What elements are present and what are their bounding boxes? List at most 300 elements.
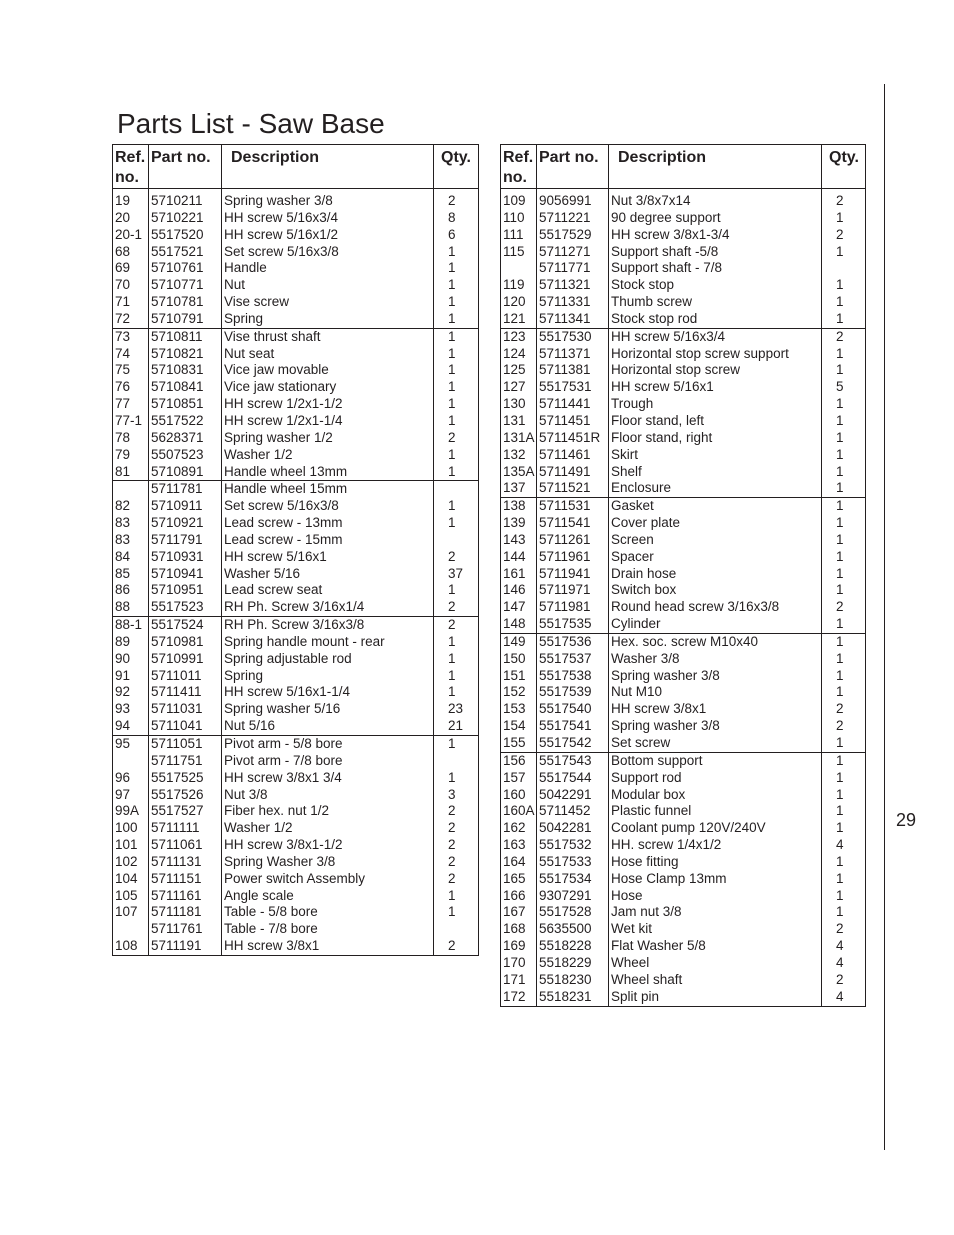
table-row bbox=[501, 803, 866, 820]
ref-cell: 132 bbox=[501, 447, 537, 464]
ref-cell: 72 bbox=[113, 311, 149, 328]
part-no-cell: 5517538 bbox=[537, 668, 609, 685]
ref-cell: 168 bbox=[501, 921, 537, 938]
part-no-cell: 5711271 bbox=[537, 244, 609, 261]
table-row bbox=[113, 447, 479, 464]
ref-cell: 127 bbox=[501, 379, 537, 396]
ref-cell: 85 bbox=[113, 566, 149, 583]
table-row bbox=[501, 328, 866, 345]
description-cell: Power switch Assembly bbox=[222, 871, 434, 888]
ref-cell: 111 bbox=[501, 227, 537, 244]
part-no-cell: 5710821 bbox=[149, 346, 222, 363]
description-cell: Stock stop rod bbox=[609, 311, 822, 328]
ref-cell: 146 bbox=[501, 582, 537, 599]
part-no-cell: 5517522 bbox=[149, 413, 222, 430]
description-cell: Spring handle mount - rear bbox=[222, 634, 434, 651]
ref-cell: 150 bbox=[501, 651, 537, 668]
table-row bbox=[501, 904, 866, 921]
qty-cell: 1 bbox=[434, 311, 479, 328]
table-row bbox=[113, 871, 479, 888]
table-row bbox=[113, 379, 479, 396]
qty-cell: 1 bbox=[822, 362, 866, 379]
ref-cell: 88 bbox=[113, 599, 149, 616]
header-part-no: Part no. bbox=[149, 145, 222, 189]
ref-cell: 162 bbox=[501, 820, 537, 837]
table-row bbox=[501, 227, 866, 244]
ref-cell: 78 bbox=[113, 430, 149, 447]
part-no-cell: 5710951 bbox=[149, 582, 222, 599]
part-no-cell: 5710811 bbox=[149, 328, 222, 345]
qty-cell: 1 bbox=[822, 633, 866, 650]
ref-cell: 160A bbox=[501, 803, 537, 820]
ref-cell: 166 bbox=[501, 888, 537, 905]
qty-cell: 1 bbox=[434, 770, 479, 787]
ref-cell: 97 bbox=[113, 787, 149, 804]
table-row bbox=[501, 566, 866, 583]
description-cell: Support shaft -5/8 bbox=[609, 244, 822, 261]
table-row bbox=[501, 921, 866, 938]
qty-cell: 1 bbox=[434, 277, 479, 294]
table-row bbox=[113, 753, 479, 770]
ref-cell: 139 bbox=[501, 515, 537, 532]
part-no-cell: 5517534 bbox=[537, 871, 609, 888]
table-row bbox=[501, 651, 866, 668]
description-cell: Spring adjustable rod bbox=[222, 651, 434, 668]
page-margin-rule bbox=[884, 84, 885, 1150]
table-row bbox=[501, 633, 866, 650]
part-no-cell: 5711941 bbox=[537, 566, 609, 583]
description-cell: Set screw 5/16x3/8 bbox=[222, 244, 434, 261]
part-no-cell: 5711531 bbox=[537, 498, 609, 515]
qty-cell: 1 bbox=[822, 888, 866, 905]
part-no-cell: 5710781 bbox=[149, 294, 222, 311]
table-row bbox=[113, 888, 479, 905]
description-cell: Wet kit bbox=[609, 921, 822, 938]
part-no-cell: 5711041 bbox=[149, 718, 222, 735]
table-row bbox=[501, 498, 866, 515]
ref-cell: 101 bbox=[113, 837, 149, 854]
table-row bbox=[113, 566, 479, 583]
table-row bbox=[113, 770, 479, 787]
description-cell: Nut M10 bbox=[609, 684, 822, 701]
qty-cell: 2 bbox=[434, 549, 479, 566]
description-cell: Handle bbox=[222, 260, 434, 277]
description-cell: Lead screw - 13mm bbox=[222, 515, 434, 532]
table-row bbox=[113, 803, 479, 820]
table-row bbox=[113, 634, 479, 651]
table-row bbox=[113, 362, 479, 379]
ref-cell: 96 bbox=[113, 770, 149, 787]
description-cell: Nut 5/16 bbox=[222, 718, 434, 735]
description-cell: Nut 3/8x7x14 bbox=[609, 189, 822, 210]
part-no-cell: 5042291 bbox=[537, 787, 609, 804]
part-no-cell: 5711411 bbox=[149, 684, 222, 701]
description-cell: Hose fitting bbox=[609, 854, 822, 871]
table-row bbox=[113, 938, 479, 955]
part-no-cell: 5710981 bbox=[149, 634, 222, 651]
table-row bbox=[113, 904, 479, 921]
qty-cell: 1 bbox=[434, 515, 479, 532]
parts-table-right bbox=[500, 144, 866, 1007]
table-row bbox=[113, 328, 479, 345]
qty-cell: 1 bbox=[822, 447, 866, 464]
part-no-cell: 5710791 bbox=[149, 311, 222, 328]
table-row bbox=[113, 599, 479, 616]
table-row bbox=[113, 921, 479, 938]
ref-cell: 130 bbox=[501, 396, 537, 413]
ref-cell: 94 bbox=[113, 718, 149, 735]
part-no-cell: 5710931 bbox=[149, 549, 222, 566]
description-cell: Round head screw 3/16x3/8 bbox=[609, 599, 822, 616]
part-no-cell: 5710991 bbox=[149, 651, 222, 668]
qty-cell: 2 bbox=[822, 189, 866, 210]
qty-cell: 4 bbox=[822, 837, 866, 854]
qty-cell bbox=[434, 753, 479, 770]
table-row bbox=[501, 549, 866, 566]
table-row bbox=[501, 787, 866, 804]
table-row bbox=[113, 532, 479, 549]
qty-cell: 2 bbox=[434, 820, 479, 837]
table-row bbox=[501, 311, 866, 328]
qty-cell: 1 bbox=[434, 244, 479, 261]
qty-cell: 2 bbox=[822, 718, 866, 735]
qty-cell: 1 bbox=[434, 447, 479, 464]
ref-cell: 135A bbox=[501, 464, 537, 481]
parts-table-right-body bbox=[501, 189, 866, 1007]
description-cell: Thumb screw bbox=[609, 294, 822, 311]
parts-table-left bbox=[112, 144, 479, 956]
qty-cell: 1 bbox=[822, 464, 866, 481]
part-no-cell: 5518228 bbox=[537, 938, 609, 955]
table-row bbox=[501, 277, 866, 294]
header-ref-no: Ref. no. bbox=[501, 145, 537, 189]
table-row bbox=[501, 616, 866, 633]
qty-cell: 2 bbox=[822, 227, 866, 244]
qty-cell: 1 bbox=[822, 616, 866, 633]
ref-cell: 68 bbox=[113, 244, 149, 261]
ref-cell: 153 bbox=[501, 701, 537, 718]
qty-cell: 1 bbox=[434, 294, 479, 311]
ref-cell: 147 bbox=[501, 599, 537, 616]
part-no-cell: 5518229 bbox=[537, 955, 609, 972]
qty-cell: 1 bbox=[822, 651, 866, 668]
table-row bbox=[113, 244, 479, 261]
table-row bbox=[501, 938, 866, 955]
table-row bbox=[113, 684, 479, 701]
ref-cell: 144 bbox=[501, 549, 537, 566]
table-row bbox=[501, 599, 866, 616]
qty-cell: 21 bbox=[434, 718, 479, 735]
description-cell: Shelf bbox=[609, 464, 822, 481]
ref-cell: 77-1 bbox=[113, 413, 149, 430]
description-cell: Skirt bbox=[609, 447, 822, 464]
ref-cell: 93 bbox=[113, 701, 149, 718]
description-cell: Washer 1/2 bbox=[222, 820, 434, 837]
description-cell: HH screw 5/16x1 bbox=[222, 549, 434, 566]
part-no-cell: 5042281 bbox=[537, 820, 609, 837]
part-no-cell: 5710211 bbox=[149, 189, 222, 210]
table-row bbox=[113, 736, 479, 753]
qty-cell: 1 bbox=[822, 396, 866, 413]
qty-cell: 5 bbox=[822, 379, 866, 396]
ref-cell: 107 bbox=[113, 904, 149, 921]
ref-cell: 172 bbox=[501, 989, 537, 1006]
table-row bbox=[113, 189, 479, 210]
part-no-cell: 5711521 bbox=[537, 480, 609, 497]
ref-cell: 73 bbox=[113, 328, 149, 345]
qty-cell: 1 bbox=[434, 888, 479, 905]
table-row bbox=[113, 481, 479, 498]
ref-cell: 20 bbox=[113, 210, 149, 227]
description-cell: Stock stop bbox=[609, 277, 822, 294]
qty-cell: 1 bbox=[822, 735, 866, 752]
qty-cell: 1 bbox=[822, 566, 866, 583]
part-no-cell: 5710921 bbox=[149, 515, 222, 532]
ref-cell bbox=[113, 921, 149, 938]
description-cell: HH screw 5/16x1 bbox=[609, 379, 822, 396]
part-no-cell: 5517535 bbox=[537, 616, 609, 633]
part-no-cell: 5517530 bbox=[537, 328, 609, 345]
description-cell: HH screw 3/8x1 bbox=[222, 938, 434, 955]
table-row bbox=[501, 854, 866, 871]
part-no-cell: 5711321 bbox=[537, 277, 609, 294]
qty-cell: 1 bbox=[434, 328, 479, 345]
table-header-row bbox=[113, 145, 479, 189]
description-cell: Hose Clamp 13mm bbox=[609, 871, 822, 888]
part-no-cell: 5711751 bbox=[149, 753, 222, 770]
description-cell: Spring bbox=[222, 668, 434, 685]
description-cell: Plastic funnel bbox=[609, 803, 822, 820]
part-no-cell: 5711971 bbox=[537, 582, 609, 599]
description-cell: Floor stand, right bbox=[609, 430, 822, 447]
description-cell: Washer 3/8 bbox=[609, 651, 822, 668]
part-no-cell: 5517531 bbox=[537, 379, 609, 396]
part-no-cell: 5711011 bbox=[149, 668, 222, 685]
table-row bbox=[501, 464, 866, 481]
ref-cell: 74 bbox=[113, 346, 149, 363]
table-row bbox=[501, 955, 866, 972]
ref-cell: 148 bbox=[501, 616, 537, 633]
part-no-cell: 5517523 bbox=[149, 599, 222, 616]
table-row bbox=[501, 582, 866, 599]
description-cell: Handle wheel 15mm bbox=[222, 481, 434, 498]
ref-cell: 165 bbox=[501, 871, 537, 888]
ref-cell: 95 bbox=[113, 736, 149, 753]
table-row bbox=[113, 260, 479, 277]
description-cell: Lead screw - 15mm bbox=[222, 532, 434, 549]
qty-cell: 1 bbox=[822, 413, 866, 430]
ref-cell: 77 bbox=[113, 396, 149, 413]
ref-cell: 164 bbox=[501, 854, 537, 871]
description-cell: HH. screw 1/4x1/2 bbox=[609, 837, 822, 854]
description-cell: HH screw 3/8x1 bbox=[609, 701, 822, 718]
part-no-cell: 5711131 bbox=[149, 854, 222, 871]
table-row bbox=[501, 837, 866, 854]
qty-cell: 1 bbox=[434, 904, 479, 921]
table-row bbox=[113, 837, 479, 854]
ref-cell: 91 bbox=[113, 668, 149, 685]
table-row bbox=[501, 379, 866, 396]
part-no-cell: 5711541 bbox=[537, 515, 609, 532]
ref-cell: 81 bbox=[113, 464, 149, 481]
description-cell: Nut bbox=[222, 277, 434, 294]
table-row bbox=[501, 770, 866, 787]
table-row bbox=[501, 447, 866, 464]
ref-cell: 100 bbox=[113, 820, 149, 837]
part-no-cell: 5628371 bbox=[149, 430, 222, 447]
table-row bbox=[113, 294, 479, 311]
ref-cell: 131A bbox=[501, 430, 537, 447]
description-cell: Hose bbox=[609, 888, 822, 905]
ref-cell: 108 bbox=[113, 938, 149, 955]
table-header-row bbox=[501, 145, 866, 189]
parts-table-left-body bbox=[113, 189, 479, 956]
ref-cell: 83 bbox=[113, 532, 149, 549]
qty-cell: 1 bbox=[434, 684, 479, 701]
ref-cell: 86 bbox=[113, 582, 149, 599]
table-row bbox=[113, 549, 479, 566]
table-row bbox=[113, 413, 479, 430]
part-no-cell: 5517542 bbox=[537, 735, 609, 752]
qty-cell: 2 bbox=[434, 837, 479, 854]
qty-cell: 1 bbox=[822, 480, 866, 497]
description-cell: Support shaft - 7/8 bbox=[609, 260, 822, 277]
ref-cell: 89 bbox=[113, 634, 149, 651]
table-row bbox=[501, 480, 866, 497]
part-no-cell: 5517521 bbox=[149, 244, 222, 261]
ref-cell: 76 bbox=[113, 379, 149, 396]
description-cell: Bottom support bbox=[609, 752, 822, 769]
part-no-cell: 5711341 bbox=[537, 311, 609, 328]
qty-cell: 1 bbox=[822, 515, 866, 532]
description-cell: Spring washer 1/2 bbox=[222, 430, 434, 447]
header-description: Description bbox=[222, 145, 434, 189]
ref-cell: 121 bbox=[501, 311, 537, 328]
description-cell: Vice jaw stationary bbox=[222, 379, 434, 396]
table-row bbox=[501, 972, 866, 989]
part-no-cell: 5711221 bbox=[537, 210, 609, 227]
description-cell: HH screw 5/16x1/2 bbox=[222, 227, 434, 244]
part-no-cell: 5711452 bbox=[537, 803, 609, 820]
table-row bbox=[113, 227, 479, 244]
description-cell: Table - 7/8 bore bbox=[222, 921, 434, 938]
ref-cell: 92 bbox=[113, 684, 149, 701]
table-row bbox=[113, 820, 479, 837]
description-cell: Screen bbox=[609, 532, 822, 549]
ref-cell bbox=[113, 753, 149, 770]
part-no-cell: 5711771 bbox=[537, 260, 609, 277]
ref-cell: 105 bbox=[113, 888, 149, 905]
qty-cell: 2 bbox=[434, 871, 479, 888]
table-row bbox=[113, 718, 479, 735]
qty-cell: 1 bbox=[434, 413, 479, 430]
ref-cell: 110 bbox=[501, 210, 537, 227]
description-cell: HH screw 5/16x3/4 bbox=[222, 210, 434, 227]
qty-cell: 2 bbox=[434, 854, 479, 871]
description-cell: Flat Washer 5/8 bbox=[609, 938, 822, 955]
table-row bbox=[113, 787, 479, 804]
description-cell: Drain hose bbox=[609, 566, 822, 583]
part-no-cell: 5711261 bbox=[537, 532, 609, 549]
description-cell: Washer 1/2 bbox=[222, 447, 434, 464]
description-cell: Angle scale bbox=[222, 888, 434, 905]
qty-cell: 2 bbox=[434, 617, 479, 634]
description-cell: Horizontal stop screw support bbox=[609, 346, 822, 363]
qty-cell: 2 bbox=[434, 430, 479, 447]
ref-cell: 131 bbox=[501, 413, 537, 430]
description-cell: Coolant pump 120V/240V bbox=[609, 820, 822, 837]
table-row bbox=[501, 752, 866, 769]
description-cell: Wheel shaft bbox=[609, 972, 822, 989]
part-no-cell: 5507523 bbox=[149, 447, 222, 464]
qty-cell: 1 bbox=[822, 277, 866, 294]
description-cell: Set screw bbox=[609, 735, 822, 752]
ref-cell: 151 bbox=[501, 668, 537, 685]
description-cell: Floor stand, left bbox=[609, 413, 822, 430]
part-no-cell: 5710771 bbox=[149, 277, 222, 294]
part-no-cell: 5711031 bbox=[149, 701, 222, 718]
table-row bbox=[113, 277, 479, 294]
description-cell: Spring washer 5/16 bbox=[222, 701, 434, 718]
description-cell: Table - 5/8 bore bbox=[222, 904, 434, 921]
qty-cell: 2 bbox=[822, 599, 866, 616]
part-no-cell: 5711781 bbox=[149, 481, 222, 498]
table-row bbox=[113, 651, 479, 668]
part-no-cell: 9307291 bbox=[537, 888, 609, 905]
qty-cell: 2 bbox=[822, 972, 866, 989]
part-no-cell: 5710761 bbox=[149, 260, 222, 277]
part-no-cell: 5710831 bbox=[149, 362, 222, 379]
qty-cell: 1 bbox=[822, 803, 866, 820]
qty-cell: 1 bbox=[434, 651, 479, 668]
part-no-cell: 5710841 bbox=[149, 379, 222, 396]
qty-cell: 1 bbox=[822, 787, 866, 804]
qty-cell: 1 bbox=[822, 532, 866, 549]
description-cell: Handle wheel 13mm bbox=[222, 464, 434, 481]
ref-cell: 125 bbox=[501, 362, 537, 379]
qty-cell: 1 bbox=[822, 346, 866, 363]
ref-cell: 137 bbox=[501, 480, 537, 497]
qty-cell: 2 bbox=[434, 938, 479, 955]
description-cell: Spring washer 3/8 bbox=[609, 718, 822, 735]
part-no-cell: 5711461 bbox=[537, 447, 609, 464]
ref-cell: 152 bbox=[501, 684, 537, 701]
qty-cell: 37 bbox=[434, 566, 479, 583]
qty-cell: 2 bbox=[434, 803, 479, 820]
table-row bbox=[113, 854, 479, 871]
part-no-cell: 5711761 bbox=[149, 921, 222, 938]
description-cell: HH screw 3/8x1-1/2 bbox=[222, 837, 434, 854]
table-row bbox=[113, 464, 479, 481]
part-no-cell: 5517528 bbox=[537, 904, 609, 921]
description-cell: HH screw 3/8x1-3/4 bbox=[609, 227, 822, 244]
description-cell: RH Ph. Screw 3/16x3/8 bbox=[222, 617, 434, 634]
qty-cell: 1 bbox=[434, 634, 479, 651]
ref-cell: 84 bbox=[113, 549, 149, 566]
description-cell: 90 degree support bbox=[609, 210, 822, 227]
ref-cell: 88-1 bbox=[113, 617, 149, 634]
table-row bbox=[501, 362, 866, 379]
qty-cell: 1 bbox=[822, 684, 866, 701]
qty-cell: 2 bbox=[434, 189, 479, 210]
description-cell: Cover plate bbox=[609, 515, 822, 532]
description-cell: Hex. soc. screw M10x40 bbox=[609, 633, 822, 650]
description-cell: Trough bbox=[609, 396, 822, 413]
ref-cell: 102 bbox=[113, 854, 149, 871]
table-row bbox=[501, 189, 866, 210]
qty-cell: 1 bbox=[822, 294, 866, 311]
qty-cell: 4 bbox=[822, 938, 866, 955]
